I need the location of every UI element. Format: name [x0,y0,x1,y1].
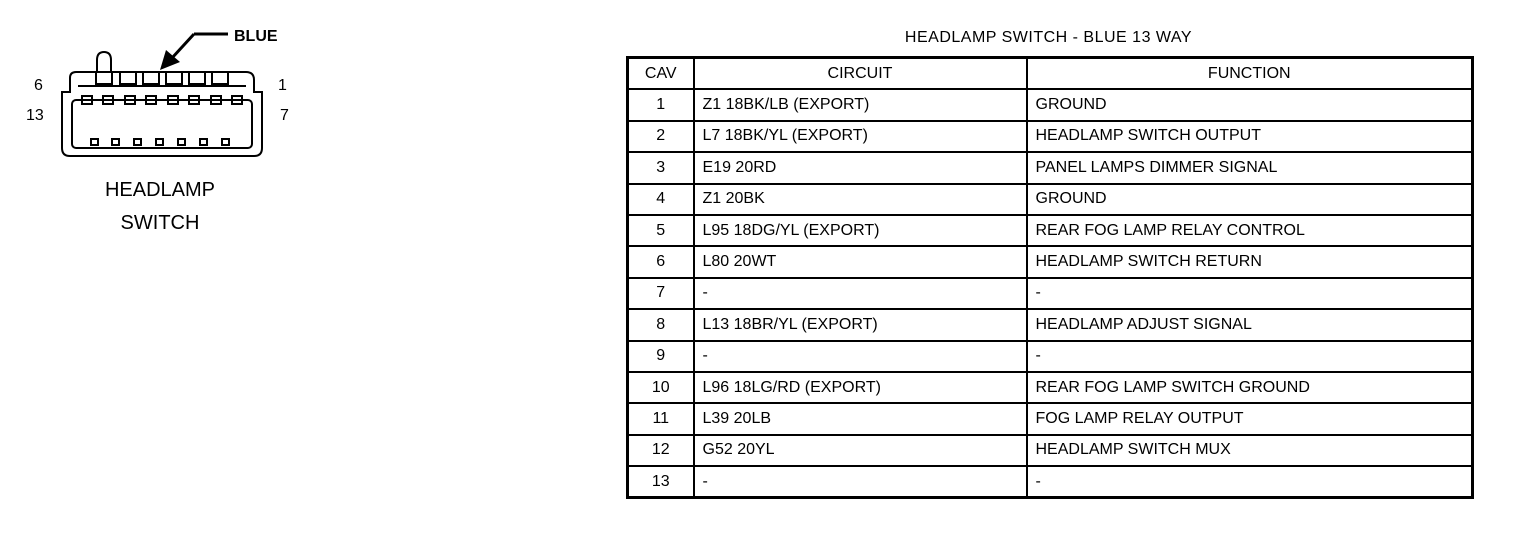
cav-cell: 7 [628,278,694,309]
circuit-cell: L13 18BR/YL (EXPORT) [694,309,1027,340]
function-cell: HEADLAMP ADJUST SIGNAL [1027,309,1473,340]
table-row [628,372,1473,403]
pin-label-1: 1 [278,77,287,94]
circuit-cell: - [694,466,1027,498]
connector-top-pins [96,72,228,84]
table-row [628,121,1473,152]
table-row [628,215,1473,246]
circuit-cell: Z1 20BK [694,184,1027,215]
circuit-cell: L39 20LB [694,403,1027,434]
pin-label-13: 13 [26,107,44,124]
function-cell: PANEL LAMPS DIMMER SIGNAL [1027,152,1473,183]
table-row [628,246,1473,277]
cav-cell: 1 [628,89,694,120]
function-cell: FOG LAMP RELAY OUTPUT [1027,403,1473,434]
function-cell: - [1027,466,1473,498]
function-cell: HEADLAMP SWITCH OUTPUT [1027,121,1473,152]
function-cell: GROUND [1027,89,1473,120]
circuit-cell: G52 20YL [694,435,1027,466]
circuit-cell: L96 18LG/RD (EXPORT) [694,372,1027,403]
cav-cell: 4 [628,184,694,215]
connector-diagram [0,0,600,260]
cav-cell: 12 [628,435,694,466]
cav-cell: 11 [628,403,694,434]
table-header-row [628,58,1473,90]
table-row [628,466,1473,498]
connector-name-line1: HEADLAMP [104,179,216,201]
function-cell: HEADLAMP SWITCH MUX [1027,435,1473,466]
connector-bottom-contacts [91,139,229,145]
table-row [628,403,1473,434]
function-cell: - [1027,341,1473,372]
circuit-cell: - [694,341,1027,372]
circuit-cell: E19 20RD [694,152,1027,183]
cav-cell: 6 [628,246,694,277]
header-cav: CAV [628,58,694,90]
circuit-cell: L95 18DG/YL (EXPORT) [694,215,1027,246]
pin-label-6: 6 [34,77,43,94]
circuit-cell: L7 18BK/YL (EXPORT) [694,121,1027,152]
table-row [628,278,1473,309]
circuit-cell: L80 20WT [694,246,1027,277]
circuit-cell: Z1 18BK/LB (EXPORT) [694,89,1027,120]
table-row [628,184,1473,215]
table-row [628,89,1473,120]
table-row [628,309,1473,340]
table-row [628,435,1473,466]
circuit-cell: - [694,278,1027,309]
cav-cell: 5 [628,215,694,246]
pinout-table [626,56,1474,499]
cav-cell: 3 [628,152,694,183]
cav-cell: 13 [628,466,694,498]
function-cell: REAR FOG LAMP RELAY CONTROL [1027,215,1473,246]
cav-cell: 9 [628,341,694,372]
cav-cell: 8 [628,309,694,340]
callout-arrow [160,34,228,70]
table-title: HEADLAMP SWITCH - BLUE 13 WAY [904,29,1193,46]
header-circuit: CIRCUIT [694,58,1027,90]
connector-name-line2: SWITCH [120,212,200,234]
cav-cell: 2 [628,121,694,152]
connector-color-label: BLUE [234,28,278,45]
cav-cell: 10 [628,372,694,403]
pin-label-7: 7 [280,107,289,124]
table-row [628,152,1473,183]
header-function: FUNCTION [1027,58,1473,90]
function-cell: GROUND [1027,184,1473,215]
function-cell: REAR FOG LAMP SWITCH GROUND [1027,372,1473,403]
function-cell: HEADLAMP SWITCH RETURN [1027,246,1473,277]
table-row [628,341,1473,372]
function-cell: - [1027,278,1473,309]
